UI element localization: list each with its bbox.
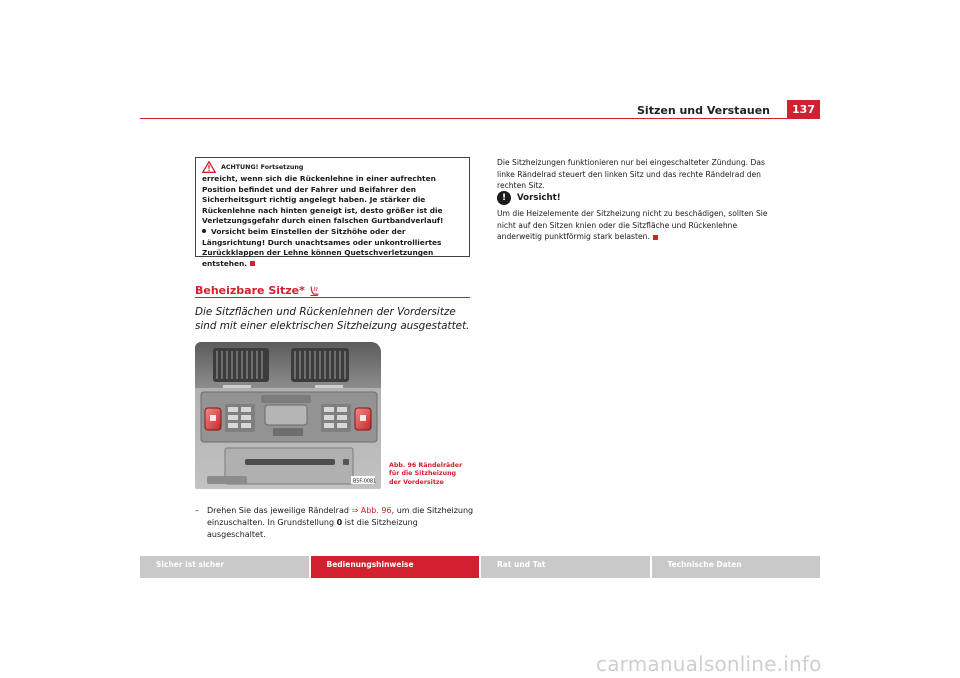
left-seat-heating-wheel — [205, 408, 221, 430]
section-title — [195, 284, 320, 297]
right-paragraph: Die Sitzheizungen funktionieren nur bei eingeschalteter Zündung. Das linke Rändelrad steuert den linken Sitz und das rechte Rändelrad den rechten Sitz. — [497, 158, 765, 190]
section-rule — [195, 297, 470, 298]
step-text — [207, 505, 475, 541]
figure-link[interactable]: ⇒ Abb. 96 — [351, 506, 392, 515]
right-seat-heating-wheel — [355, 408, 371, 430]
caution-exclamation-icon: ! — [497, 191, 511, 205]
caution-header — [497, 191, 561, 205]
warning-label: ACHTUNG! Fortsetzung — [221, 163, 304, 171]
footer-tab-rat-und-tat[interactable]: Rat und Tat — [481, 556, 650, 578]
caution-text — [497, 208, 782, 243]
caution-title: Vorsicht! — [517, 193, 561, 203]
end-marker-icon — [653, 235, 658, 240]
warning-box — [195, 157, 470, 268]
dashboard-photo — [195, 342, 381, 489]
end-marker-icon — [250, 261, 255, 266]
step-text-after: ist die Sitzheizung ausgeschaltet. — [207, 518, 418, 539]
step-dash: – — [195, 506, 199, 515]
footer-nav — [140, 556, 820, 578]
header-rule — [140, 118, 820, 119]
warning-bullet-item — [202, 227, 463, 269]
section-title-text: Beheizbare Sitze* — [195, 284, 305, 297]
warning-text: erreicht, wenn sich die Rückenlehne in einer aufrechten Position befindet und der Fahrer und Beifahrer den Sicherheitsgurt richtig angelegt haben. Je stärker die Rückenlehne nach hinten geneigt ist, desto größer ist die Verletzungsgefahr durch einen falschen Gurtbandverlauf! — [202, 174, 444, 226]
warning-bullet-text: Vorsicht beim Einstellen der Sitzhöhe oder der Längsrichtung! Durch unachtsames oder unkontrolliertes Zurückklappen der Lehne können Quetschverletzungen entstehen. — [202, 226, 442, 268]
figure-caption: Abb. 96 Rändelräder für die Sitzheizung der Vordersitze — [389, 462, 463, 486]
step-bold-value: 0 — [336, 518, 343, 527]
warning-triangle-icon — [202, 161, 216, 173]
header-title: Sitzen und Verstauen — [637, 104, 770, 117]
instruction-step — [195, 505, 475, 541]
figure-code: B5F-0081 — [353, 479, 377, 485]
footer-tab-technische-daten[interactable]: Technische Daten — [652, 556, 821, 578]
footer-tab-sicher-ist-sicher[interactable]: Sicher ist sicher — [140, 556, 309, 578]
right-air-vent — [291, 348, 349, 382]
step-text-before: Drehen Sie das jeweilige Rändelrad — [207, 506, 352, 515]
watermark: carmanualsonline.info — [596, 652, 822, 676]
page-number: 137 — [787, 100, 820, 119]
warning-header — [202, 160, 463, 174]
left-air-vent — [213, 348, 269, 382]
figure-seat-heating-controls — [195, 342, 381, 489]
step-text-mid: , um die Sitzheizung einzuschalten. In Grundstellung — [207, 506, 474, 527]
footer-tab-bedienungshinweise[interactable]: Bedienungshinweise — [311, 556, 480, 578]
section-intro: Die Sitzflächen und Rückenlehnen der Vordersitze sind mit einer elektrischen Sitzheizung ausgestattet. — [195, 306, 470, 332]
seat-heating-icon — [308, 285, 320, 297]
bullet-icon — [202, 229, 206, 233]
caution-text-body: Um die Heizelemente der Sitzheizung nicht zu beschädigen, sollten Sie nicht auf den Sitzen knien oder die Sitzfläche und Rückenlehne anderweitig punktförmig stark belasten. — [497, 209, 768, 241]
